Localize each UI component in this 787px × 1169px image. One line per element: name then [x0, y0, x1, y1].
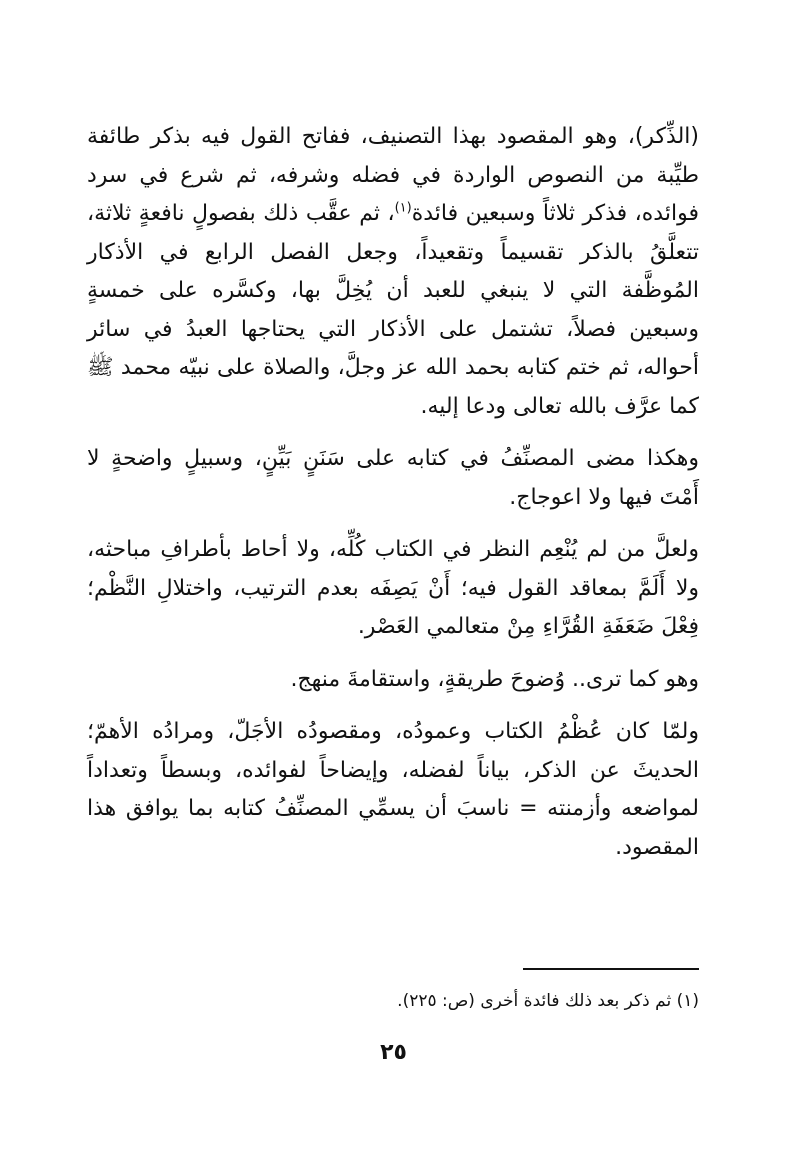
footnote: (١) ثم ذكر بعد ذلك فائدة أخرى (ص: ٢٢٥). — [397, 991, 699, 1011]
paragraph-3: ولعلَّ من لم يُنْعِم النظر في الكتاب كُلِّه، ولا أحاط بأطرافِ مباحثه، ولا أَلَمَّ بمعاقد القول فيه؛ أَنْ يَصِفَه بعدم الترتيب، واختلالِ النَّظْم؛ فِعْلَ ضَعَفَةِ القُرَّاءِ مِنْ متعالمي العَصْر. — [87, 537, 699, 639]
main-text-block — [87, 118, 699, 881]
paragraph-1-text-continued: ، ثم عقَّب ذلك بفصولٍ نافعةٍ ثلاثة، تتعلَّقُ بالذكر تقسيماً وتقعيداً، وجعل الفصل الرابع في الأذكار المُوظَّفة التي لا ينبغي للعبد أن يُخِلَّ بها، وكسَّره على خمسةٍ وسبعين فصلاً، تشتمل على الأذكار التي يحتاجها العبدُ في سائر أحواله، ثم ختم كتابه بحمد الله عز وجلَّ، والصلاة على نبيّه محمد ﷺ كما عرَّف بالله تعالى ودعا إليه. — [87, 201, 699, 419]
paragraph-2: وهكذا مضى المصنِّفُ في كتابه على سَنَنٍ بَيِّنٍ، وسبيلٍ واضحةٍ لا أَمْتَ فيها ولا اعوجاج. — [87, 446, 699, 510]
paragraph-4: وهو كما ترى.. وُضوحَ طريقةٍ، واستقامةَ منهج. — [290, 666, 699, 692]
paragraph-1-text: (الذِّكر)، وهو المقصود بهذا التصنيف، ففاتح القول فيه بذكر طائفة طيِّبة من النصوص الواردة في فضله وشرفه، ثم شرع في سرد فوائده، فذكر ثلاثاً وسبعين فائدة — [87, 124, 699, 226]
paragraph-1 — [87, 118, 699, 426]
paragraph-5: ولمّا كان عُظْمُ الكتاب وعمودُه، ومقصودُه الأجَلّ، ومرادُه الأهمّ؛ الحديثَ عن الذكر، بياناً لفضله، وإيضاحاً لفوائده، وبسطاً وتعداداً لمواضعه وأزمنته = ناسبَ أن يسمِّي المصنِّفُ كتابه بما يوافق هذا المقصود. — [87, 719, 699, 860]
footnote-reference: (١) — [394, 200, 412, 216]
footnote-divider — [523, 968, 699, 970]
page-number: ٢٥ — [380, 1040, 407, 1065]
